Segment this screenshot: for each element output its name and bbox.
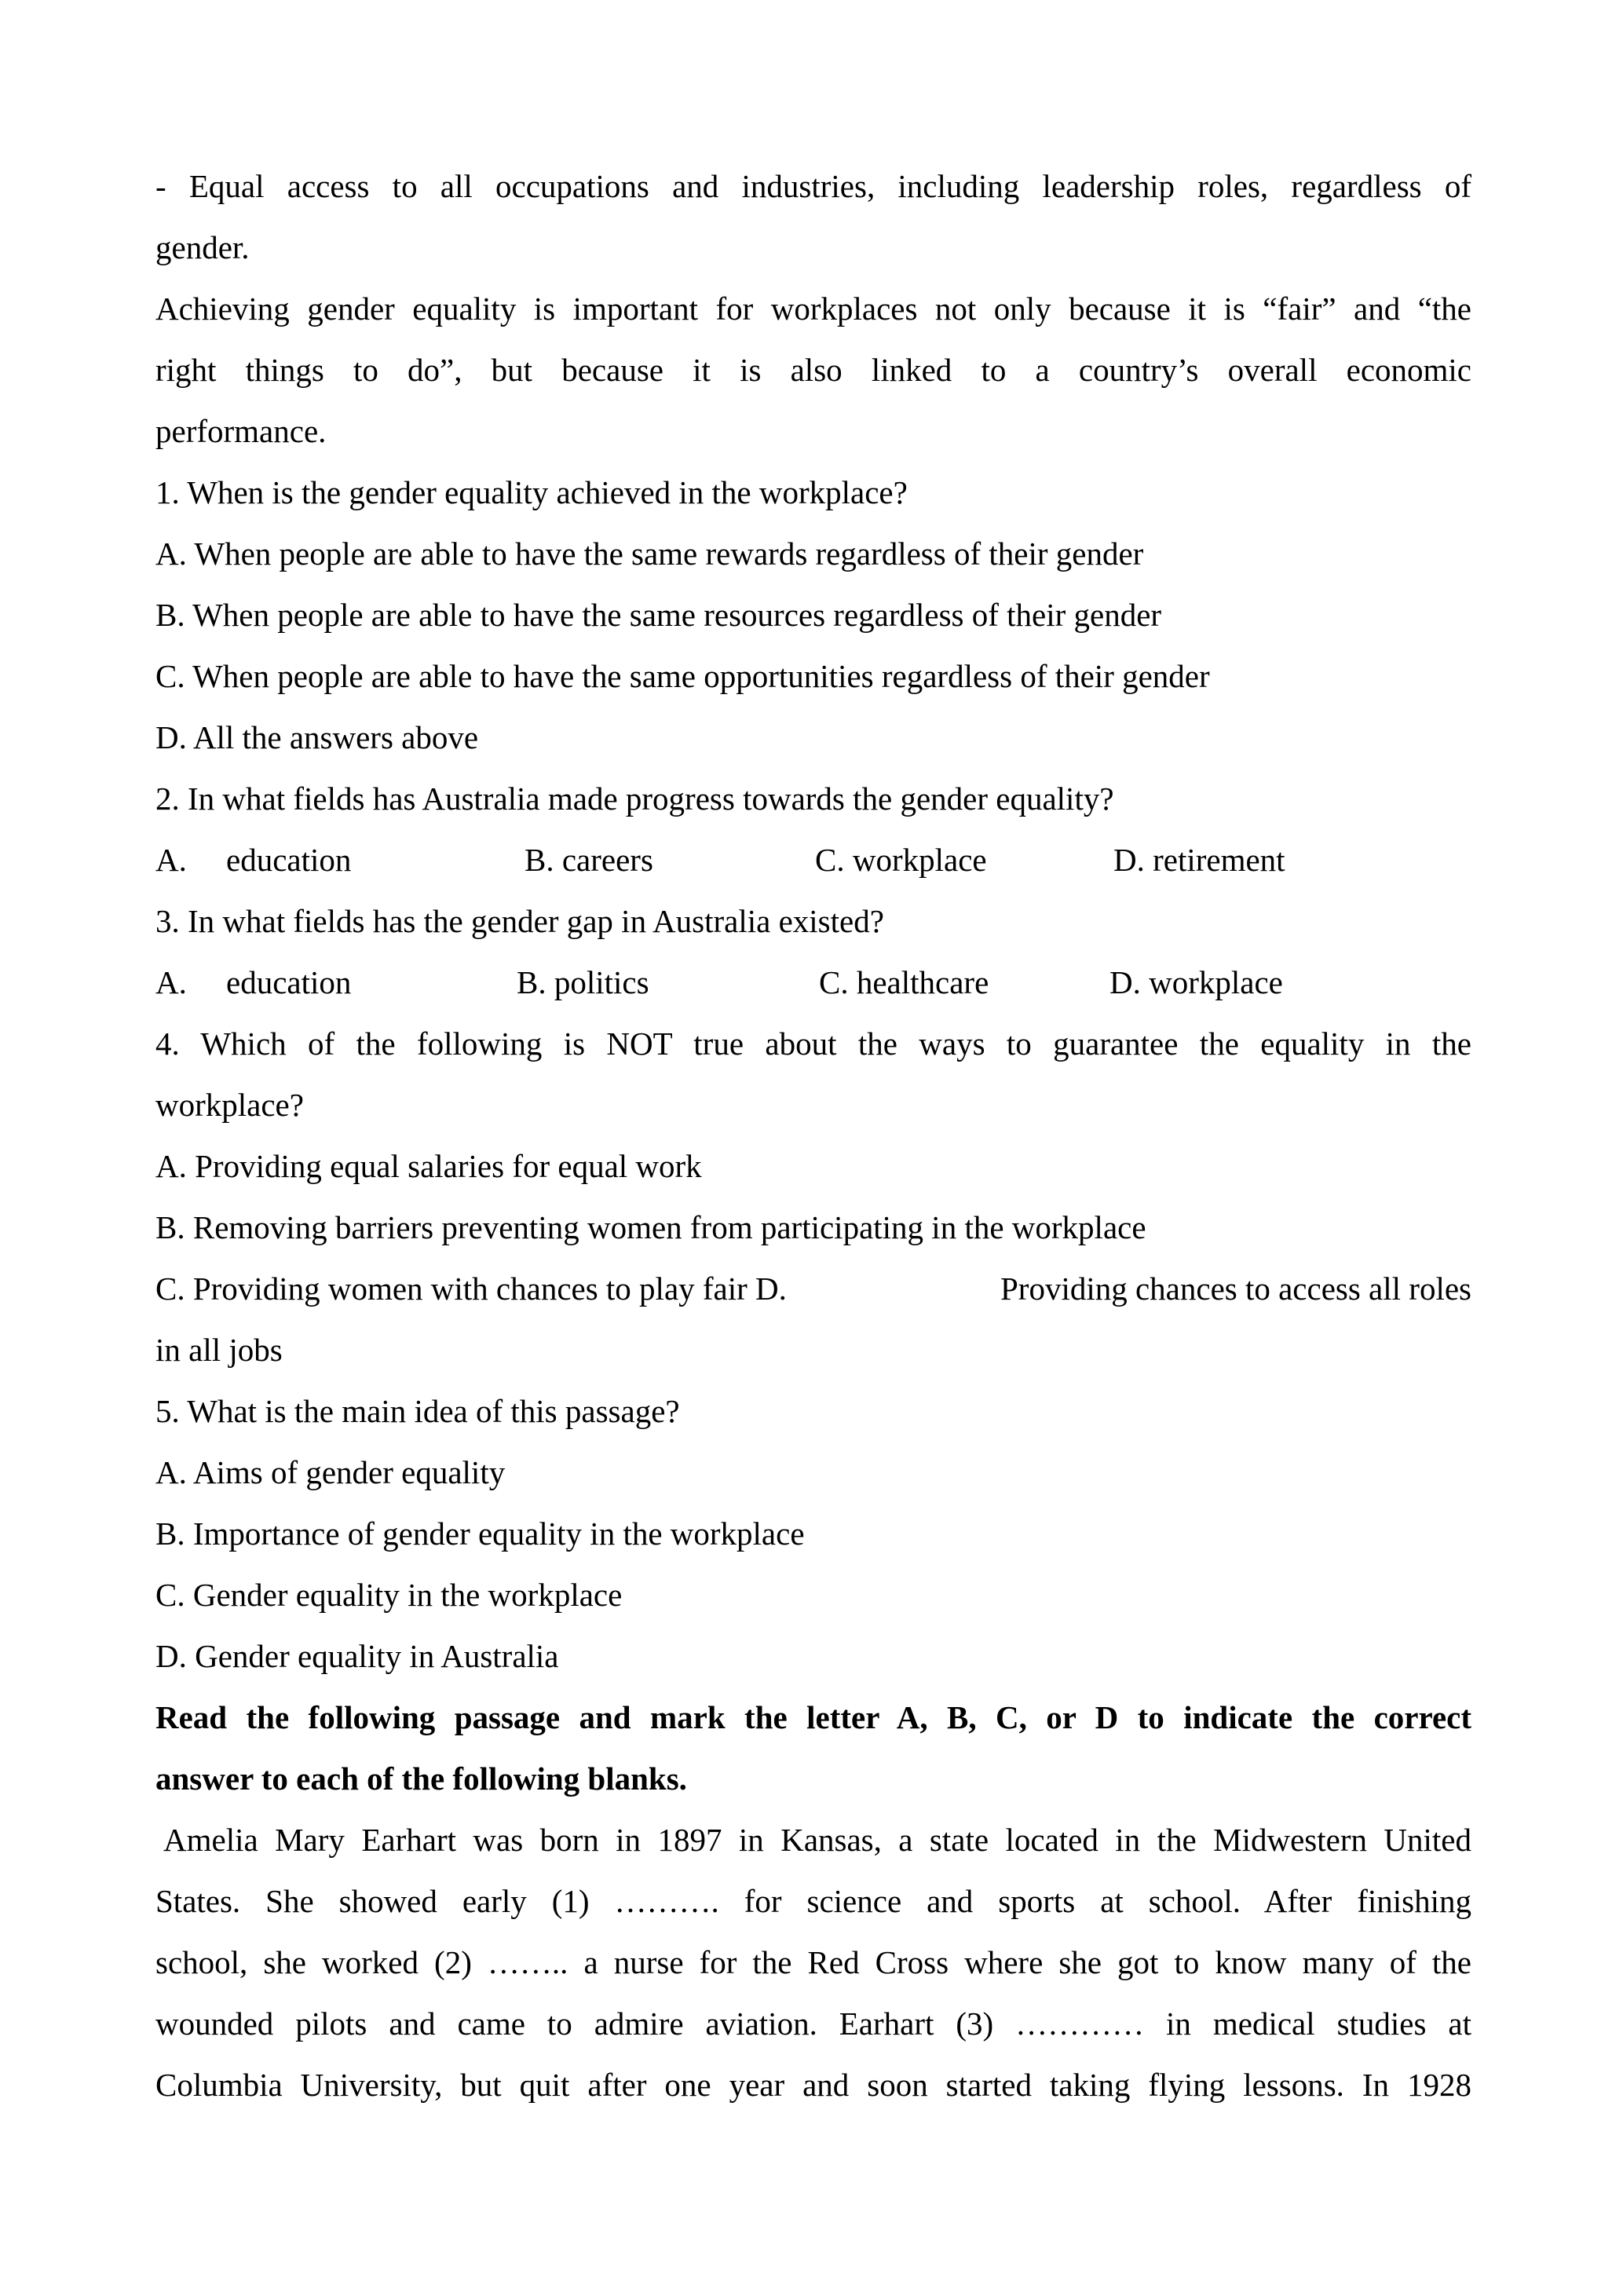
passage-bullet-line: - Equal access to all occupations and industries, including leadership roles, regardless of	[155, 168, 1471, 204]
cloze-passage-line: wounded pilots and came to admire aviation. Earhart (3) ………… in medical studies at	[155, 2005, 1471, 2042]
question-1-option-d: D. All the answers above	[155, 719, 479, 755]
question-1: 1. When is the gender equality achieved in the workplace?	[155, 474, 908, 510]
cloze-passage-line: school, she worked (2) …….. a nurse for the Red Cross where she got to know many of the	[155, 1944, 1471, 1980]
question-3-option-a: education	[226, 964, 352, 1000]
question-3-option-d: D. workplace	[1109, 964, 1283, 1000]
passage-paragraph-line: performance.	[155, 413, 327, 449]
question-3-option-c: C. healthcare	[819, 964, 989, 1000]
question-4: 4. Which of the following is NOT true about the ways to guarantee the equality in the	[155, 1026, 1471, 1062]
passage-paragraph-line: Achieving gender equality is important for workplaces not only because it is “fair” and “the	[155, 291, 1471, 327]
passage-bullet-line: gender.	[155, 229, 250, 265]
question-1-option-a: A. When people are able to have the same rewards regardless of their gender	[155, 536, 1144, 572]
question-3-options	[155, 952, 1471, 1013]
question-2-option-c: C. workplace	[815, 842, 987, 878]
question-2-option-d: D. retirement	[1113, 842, 1285, 878]
cloze-passage-line: Columbia University, but quit after one year and soon started taking flying lessons. In 1928	[155, 2067, 1471, 2103]
passage-paragraph-line: right things to do”, but because it is also linked to a country’s overall economic	[155, 352, 1471, 388]
question-5-option-b: B. Importance of gender equality in the workplace	[155, 1515, 805, 1552]
question-2-option-b: B. careers	[525, 842, 653, 878]
question-2-option-a: education	[226, 842, 352, 878]
question-4-option-c: C. Providing women with chances to play fair D.	[155, 1270, 787, 1307]
question-2-options	[155, 829, 1471, 890]
question-4-options-cd	[155, 1258, 1471, 1319]
question-3: 3. In what fields has the gender gap in Australia existed?	[155, 903, 884, 939]
question-1-option-c: C. When people are able to have the same opportunities regardless of their gender	[155, 658, 1210, 694]
question-4-option-a: A. Providing equal salaries for equal work	[155, 1148, 702, 1184]
question-5-option-c: C. Gender equality in the workplace	[155, 1577, 623, 1613]
question-4-option-b: B. Removing barriers preventing women from participating in the workplace	[155, 1209, 1146, 1245]
question-5: 5. What is the main idea of this passage?	[155, 1393, 680, 1429]
question-1-option-b: B. When people are able to have the same resources regardless of their gender	[155, 597, 1162, 633]
question-4-option-d: Providing chances to access all roles	[1000, 1270, 1471, 1307]
document-page	[155, 155, 1471, 2115]
question-4-option-d-continued: in all jobs	[155, 1332, 283, 1368]
question-5-option-d: D. Gender equality in Australia	[155, 1638, 559, 1674]
question-5-option-a: A. Aims of gender equality	[155, 1454, 506, 1490]
cloze-passage-line: Amelia Mary Earhart was born in 1897 in Kansas, a state located in the Midwestern United	[163, 1822, 1471, 1858]
question-3-option-b: B. politics	[517, 964, 649, 1000]
question-2: 2. In what fields has Australia made progress towards the gender equality?	[155, 781, 1114, 817]
section-instruction-continued: answer to each of the following blanks.	[155, 1760, 687, 1797]
cloze-passage-line: States. She showed early (1) ………. for science and sports at school. After finishing	[155, 1883, 1471, 1919]
question-4-continued: workplace?	[155, 1087, 304, 1123]
question-2-option-a-letter: A.	[155, 842, 187, 878]
question-3-option-a-letter: A.	[155, 964, 187, 1000]
section-instruction: Read the following passage and mark the letter A, B, C, or D to indicate the correct	[155, 1699, 1471, 1735]
